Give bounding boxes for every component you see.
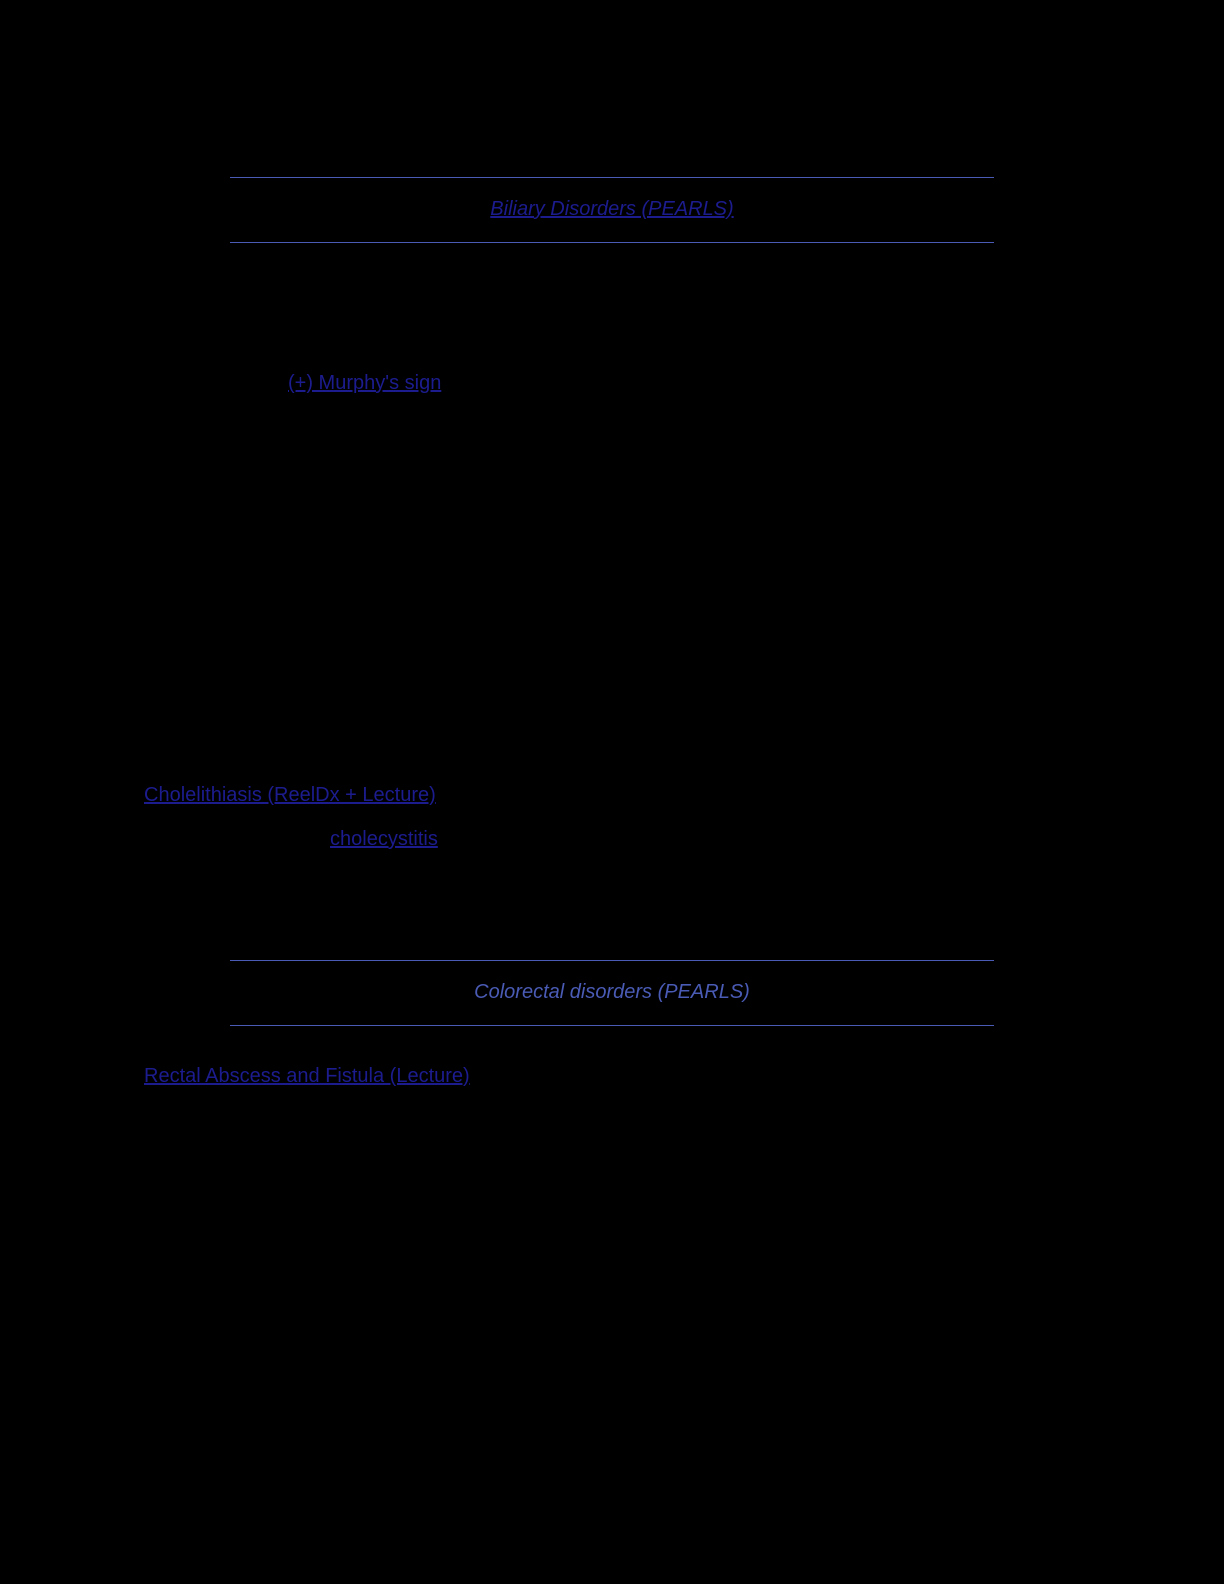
biliary-disorders-link[interactable]: Biliary Disorders (PEARLS) <box>490 198 734 220</box>
section-divider-bottom <box>230 242 994 243</box>
biliary-section-heading <box>230 197 994 221</box>
section-divider-top <box>230 177 994 178</box>
section-divider-bottom <box>230 1025 994 1026</box>
rectal-abscess-fistula-link[interactable]: Rectal Abscess and Fistula (Lecture) <box>144 1065 470 1087</box>
murphys-sign-link[interactable]: (+) Murphy's sign <box>288 372 442 394</box>
colorectal-section-heading <box>230 980 994 1004</box>
cholelithiasis-link[interactable]: Cholelithiasis (ReelDx + Lecture) <box>144 784 436 806</box>
cholecystitis-link[interactable]: cholecystitis <box>330 828 438 850</box>
section-divider-top <box>230 960 994 961</box>
colorectal-heading-text: Colorectal disorders (PEARLS) <box>474 981 750 1003</box>
